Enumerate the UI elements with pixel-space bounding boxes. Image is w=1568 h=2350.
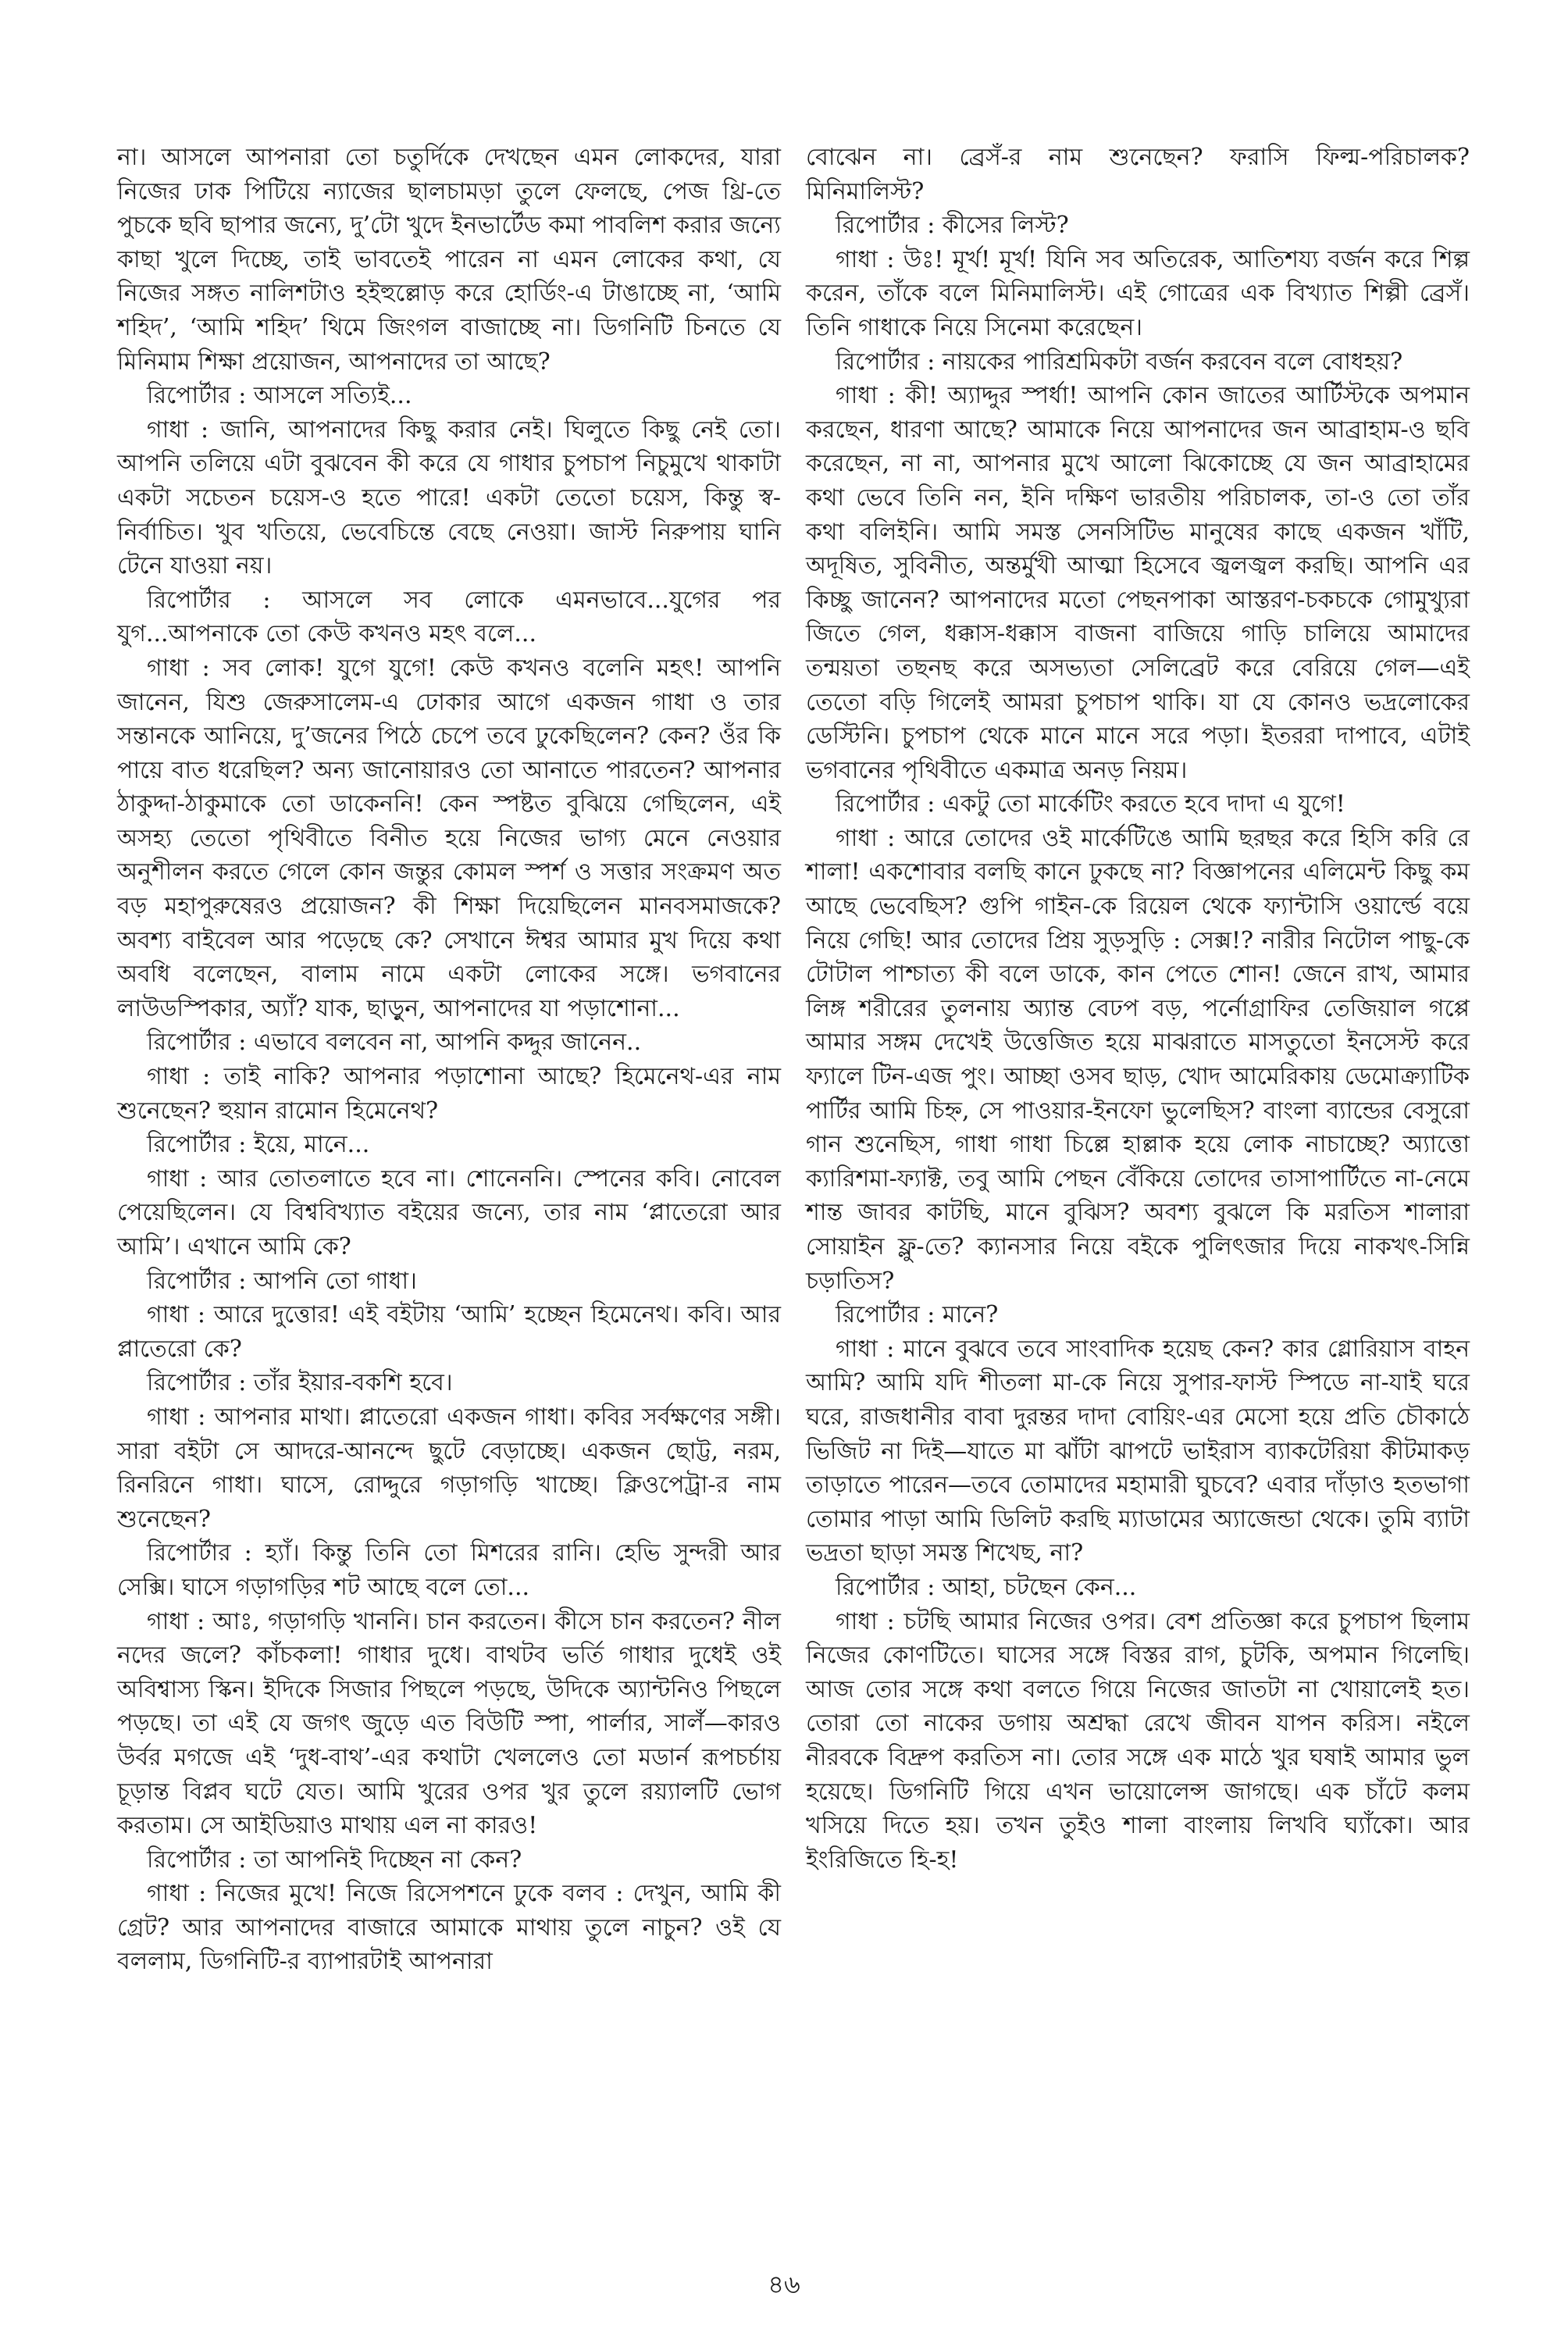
paragraph: গাধা : আরে দুত্তোর! এই বইটায় ‘আমি’ হচ্ছেন হিমেনেথ। কবি। আর প্লাতেরো কে? xyxy=(117,1301,781,1363)
paragraph: রিপোর্টার : আহা, চটছেন কেন... xyxy=(836,1573,1137,1601)
paragraph: গাধা : আরে তোদের ওই মার্কেটিঙে আমি ছরছর করে হিসি করি রে শালা! একশোবার বলছি কানে ঢুকছে না? বিজ্ঞাপনের এলিমেন্ট কিছু কম আছে ভেবেছিস? গুপি গাইন-কে রিয়েল থেকে ফ্যান্টাসি ওয়ার্ল্ডে বয়ে নিয়ে গেছি! আর তোদের প্রিয় সুড়সুড়ি : সেক্স!? নারীর নিটোল পাছু-কে টোটাল পাশ্চাত্য কী বলে ডাকে, কান পেতে শোন! জেনে রাখ, আমার লিঙ্গ শরীরের তুলনায় অ্যান্ত বেঢপ বড়, পর্নোগ্রাফির তেজিয়াল গপ্পে আমার সঙ্গম দেখেই উত্তেজিত হয়ে মাঝরাতে মাসতুতো ইনসেস্ট করে ফ্যালে টিন-এজ পুং। আচ্ছা ওসব ছাড়, খোদ আমেরিকায় ডেমোক্র্যাটিক পার্টির আমি চিহ্ন, সে পাওয়ার-ইনফো ভুলেছিস? বাংলা ব্যান্ডের বেসুরো গান শুনেছিস, গাধা গাধা চিল্লে হাল্লাক হয়ে লোক নাচাচ্ছে? অ্যাত্তো ক্যারিশমা-ফ্যাক্ট, তবু আমি পেছন বেঁকিয়ে তোদের তাসাপার্টিতে না-নেমে শান্ত জাবর কাটছি, মানে বুঝিস? অবশ্য বুঝলে কি মরতিস শালারা সোয়াইন ফ্লু-তে? ক্যানসার নিয়ে বইকে পুলিৎজার দিয়ে নাকখৎ-সিন্নি চড়াতিস? xyxy=(806,824,1470,1295)
paragraph: রিপোর্টার : তা আপনিই দিচ্ছেন না কেন? xyxy=(147,1845,522,1874)
paragraph: রিপোর্টার : কীসের লিস্ট? xyxy=(836,212,1069,240)
paragraph: রিপোর্টার : একটু তো মার্কেটিং করতে হবে দাদা এ যুগে! xyxy=(836,790,1345,818)
paragraph: গাধা : নিজের মুখে! নিজে রিসেপশনে ঢুকে বলব : দেখুন, আমি কী গ্রেট? আর আপনাদের বাজারে আমাকে মাথায় তুলে নাচুন? ওই যে বললাম, ডিগনিটি-র ব্যাপারটাই আপনারা xyxy=(117,1880,781,1976)
paragraph: গাধা : চটছি আমার নিজের ওপর। বেশ প্রতিজ্ঞা করে চুপচাপ ছিলাম নিজের কোণটিতে। ঘাসের সঙ্গে বিস্তর রাগ, চুটকি, অপমান গিলেছি। আজ তোর সঙ্গে কথা বলতে গিয়ে নিজের জাতটা না খোয়ালেই হত। তোরা তো নাকের ডগায় অশ্রদ্ধা রেখে জীবন যাপন করিস। নইলে নীরবকে বিদ্রুপ করতিস না। তোর সঙ্গে এক মাঠে খুর ঘষাই আমার ভুল হয়েছে। ডিগনিটি গিয়ে এখন ভায়োলেন্স জাগছে। এক চাঁটে কলম খসিয়ে দিতে হয়। তখন তুইও শালা বাংলায় লিখবি ঘ্যাঁকো। আর ইংরিজিতে হি-হ! xyxy=(806,1607,1470,1874)
paragraph: রিপোর্টার : আসলে সব লোকে এমনভাবে...যুগের পর যুগ...আপনাকে তো কেউ কখনও মহৎ বলে... xyxy=(117,586,781,648)
paragraph: রিপোর্টার : নায়কের পারিশ্রমিকটা বর্জন করবেন বলে বোধহয়? xyxy=(836,348,1403,376)
paragraph: গাধা : তাই নাকি? আপনার পড়াশোনা আছে? হিমেনেথ-এর নাম শুনেছেন? হুয়ান রামোন হিমেনেথ? xyxy=(117,1063,781,1125)
paragraph: রিপোর্টার : মানে? xyxy=(836,1301,999,1329)
paragraph: গাধা : সব লোক! যুগে যুগে! কেউ কখনও বলেনি মহৎ! আপনি জানেন, যিশু জেরুসালেম-এ ঢোকার আগে একজন গাধা ও তার সন্তানকে আনিয়ে, দু’জনের পিঠে চেপে তবে ঢুকেছিলেন? কেন? ওঁর কি পায়ে বাত ধরেছিল? অন্য জানোয়ারও তো আনাতে পারতেন? আপনার ঠাকুদ্দা-ঠাকুমাকে তো ডাকেননি! কেন স্পষ্টত বুঝিয়ে গেছিলেন, এই অসহ্য তেতো পৃথিবীতে বিনীত হয়ে নিজের ভাগ্য মেনে নেওয়ার অনুশীলন করতে গেলে কোন জন্তুর কোমল স্পর্শ ও সত্তার সংক্রমণ অত বড় মহাপুরুষেরও প্রয়োজন? কী শিক্ষা দিয়েছিলেন মানবসমাজকে? অবশ্য বাইবেল আর পড়েছে কে? সেখানে ঈশ্বর আমার মুখ দিয়ে কথা অবধি বলেছেন, বালাম নামে একটা লোকের সঙ্গে। ভগবানের লাউডস্পিকার, অ্যাঁ? যাক, ছাড়ুন, আপনাদের যা পড়াশোনা... xyxy=(117,654,781,1022)
paragraph: বোঝেন না। ব্রেসঁ-র নাম শুনেছেন? ফরাসি ফিল্ম-পরিচালক? মিনিমালিস্ট? xyxy=(806,144,1470,205)
paragraph: না। আসলে আপনারা তো চতুর্দিকে দেখছেন এমন লোকদের, যারা নিজের ঢাক পিটিয়ে ন্যাজের ছালচামড়া তুলে ফেলছে, পেজ থ্রি-তে পুচকে ছবি ছাপার জন্যে, দু’টো খুদে ইনভার্টেড কমা পাবলিশ করার জন্যে কাছা খুলে দিচ্ছে, তাই ভাবতেই পারেন না এমন লোকের কথা, যে নিজের সঙ্গত নালিশটাও হইহুল্লোড় করে হোর্ডিং-এ টাঙাচ্ছে না, ‘আমি শহিদ’, ‘আমি শহিদ’ থিমে জিংগল বাজাচ্ছে না। ডিগনিটি চিনতে যে মিনিমাম শিক্ষা প্রয়োজন, আপনাদের তা আছে? xyxy=(117,144,781,376)
paragraph: গাধা : আঃ, গড়াগড়ি খাননি। চান করতেন। কীসে চান করতেন? নীল নদের জলে? কাঁচকলা! গাধার দুধে। বাথটব ভর্তি গাধার দুধেই ওই অবিশ্বাস্য স্কিন। ইদিকে সিজার পিছলে পড়ছে, উদিকে অ্যান্টনিও পিছলে পড়ছে। তা এই যে জগৎ জুড়ে এত বিউটি স্পা, পার্লার, সার্লঁ—কারও উর্বর মগজে এই ‘দুধ-বাথ’-এর কথাটা খেললেও তো মডার্ন রূপচর্চায় চূড়ান্ত বিপ্লব ঘটে যেত। আমি খুরের ওপর খুর তুলে রয়্যালটি ভোগ করতাম। সে আইডিয়াও মাথায় এল না কারও! xyxy=(117,1607,781,1840)
paragraph: গাধা : জানি, আপনাদের কিছু করার নেই। ঘিলুতে কিছু নেই তো। আপনি তলিয়ে এটা বুঝবেন কী করে যে গাধার চুপচাপ নিচুমুখে থাকাটা একটা সচেতন চয়েস-ও হতে পারে! একটা তেতো চয়েস, কিন্তু স্ব-নির্বাচিত। খুব খতিয়ে, ভেবেচিন্তে বেছে নেওয়া। জাস্ট নিরুপায় ঘানি টেনে যাওয়া নয়। xyxy=(117,415,781,580)
paragraph: গাধা : কী! অ্যাদ্দুর স্পর্ধা! আপনি কোন জাতের আর্টিস্টকে অপমান করছেন, ধারণা আছে? আমাকে নিয়ে আপনাদের জন আব্রাহাম-ও ছবি করেছেন, না না, আপনার মুখে আলো ঝিকোচ্ছে যে জন আব্রাহামের কথা ভেবে তিনি নন, ইনি দক্ষিণ ভারতীয় পরিচালক, তা-ও তো তাঁর কথা বলিইনি। আমি সমস্ত সেনসিটিভ মানুষের কাছে একজন খাঁটি, অদূষিত, সুবিনীত, অন্তর্মুখী আত্মা হিসেবে জ্বলজ্বল করছি। আপনি এর কিচ্ছু জানেন? আপনাদের মতো পেছনপাকা আস্তরণ-চকচকে গোমুখ্যুরা জিতে গেল, ধক্কাস-ধক্কাস বাজনা বাজিয়ে গাড়ি চালিয়ে আমাদের তন্ময়তা তছনছ করে অসভ্যতা সেলিব্রেট করে বেরিয়ে গেল—এই তেতো বড়ি গিলেই আমরা চুপচাপ থাকি। যা যে কোনও ভদ্রলোকের ডেস্টিনি। চুপচাপ থেকে মানে মানে সরে পড়া। ইতররা দাপাবে, এটাই ভগবানের পৃথিবীতে একমাত্র অনড় নিয়ম। xyxy=(806,382,1470,784)
paragraph: গাধা : মানে বুঝবে তবে সাংবাদিক হয়েছ কেন? কার গ্লোরিয়াস বাহন আমি? আমি যদি শীতলা মা-কে নিয়ে সুপার-ফাস্ট স্পিডে না-যাই ঘরে ঘরে, রাজধানীর বাবা দুরন্তর দাদা বোয়িং-এর মেসো হয়ে প্রতি চৌকাঠে ভিজিট না দিই—যাতে মা ঝাঁটা ঝাপটে ভাইরাস ব্যাকটেরিয়া কীটমাকড় তাড়াতে পারেন—তবে তোমাদের মহামারী ঘুচবে? এবার দাঁড়াও হতভাগা তোমার পাড়া আমি ডিলিট করছি ম্যাডামের অ্যাজেন্ডা থেকে। তুমি ব্যাটা ভদ্রতা ছাড়া সমস্ত শিখেছ, না? xyxy=(806,1335,1470,1567)
paragraph: রিপোর্টার : হ্যাঁ। কিন্তু তিনি তো মিশরের রানি। হেভি সুন্দরী আর সেক্সি। ঘাসে গড়াগড়ির শট আছে বলে তো... xyxy=(117,1539,781,1601)
right-column xyxy=(806,141,1470,1877)
paragraph: গাধা : উঃ! মূর্খ! মূর্খ! যিনি সব অতিরেক, আতিশয্য বর্জন করে শিল্প করেন, তাঁকে বলে মিনিমালিস্ট। এই গোত্রের এক বিখ্যাত শিল্পী ব্রেসঁ। তিনি গাধাকে নিয়ে সিনেমা করেছেন। xyxy=(806,245,1470,341)
paragraph: রিপোর্টার : ইয়ে, মানে... xyxy=(147,1131,370,1159)
left-column xyxy=(117,141,781,1979)
paragraph: রিপোর্টার : তাঁর ইয়ার-বকশি হবে। xyxy=(147,1369,453,1397)
paragraph: রিপোর্টার : এভাবে বলবেন না, আপনি কদ্দুর জানেন.. xyxy=(147,1029,642,1057)
paragraph: রিপোর্টার : আসলে সত্যিই... xyxy=(147,382,412,410)
paragraph: গাধা : আপনার মাথা। প্লাতেরো একজন গাধা। কবির সর্বক্ষণের সঙ্গী। সারা বইটা সে আদরে-আনন্দে ছুটে বেড়াচ্ছে। একজন ছোট্ট, নরম, রিনরিনে গাধা। ঘাসে, রোদ্দুরে গড়াগড়ি খাচ্ছে। ক্লিওপেট্রা-র নাম শুনেছেন? xyxy=(117,1403,781,1533)
page-number: ৪৬ xyxy=(768,2270,800,2299)
paragraph: রিপোর্টার : আপনি তো গাধা। xyxy=(147,1267,417,1295)
paragraph: গাধা : আর তোতলাতে হবে না। শোনেননি। স্পেনের কবি। নোবেল পেয়েছিলেন। যে বিশ্ববিখ্যাত বইয়ের জন্যে, তার নাম ‘প্লাতেরো আর আমি’। এখানে আমি কে? xyxy=(117,1164,781,1261)
